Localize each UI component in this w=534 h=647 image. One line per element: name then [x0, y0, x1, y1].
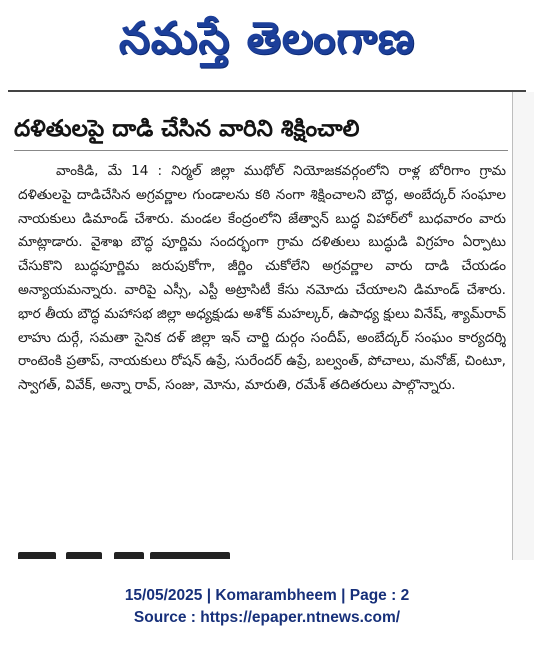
source-footer [0, 585, 534, 629]
cut-text-fragment [66, 552, 102, 559]
masthead-divider [8, 90, 526, 92]
cut-text-fragment [150, 552, 230, 559]
newspaper-masthead [0, 0, 534, 88]
cut-text-fragment [114, 552, 144, 559]
article-headline: దళితులపై దాడి చేసిన వారిని శిక్షించాలి [14, 116, 360, 142]
article-paragraph: వాంకిడి, మే 14 : నిర్మల్ జిల్లా ముథోల్ నియోజకవర్గంలోని రాళ్ల బోరిగాం గ్రామ దళితులపై దాడిచేసిన అగ్రవర్ణాల గుండాలను కఠి నంగా శిక్షించాలని బౌద్ధ, అంబేద్కర్ సంఘాల నాయకులు డిమాండ్ చేశారు. మండల కేంద్రంలోని జేత్వాన్ బుద్ధ విహార్‌లో బుధవారం వారు మాట్లాడారు. వైశాఖ బౌద్ధ పూర్ణిమ సందర్భంగా గ్రామ దళితులు బుద్ధుడి విగ్రహం ఏర్పాటు చేసుకొని బుద్ధపూర్ణిమ జరుపుకోగా, జీర్ణిం చుకోలేని అగ్రవర్ణాల వారు దాడి చేయడం అన్యాయమన్నారు. వారిపై ఎస్సీ, ఎస్టీ అట్రాసిటీ కేసు నమోదు చేయాలని డిమాండ్ చేశారు. భార తీయ బౌద్ధ మహాసభ జిల్లా అధ్యక్షుడు అశోక్ మహల్కర్, ఉపాధ్య క్షులు వినేష్, శ్యామ్‌రావ్ లాహు దుర్గే, సమతా సైనిక దళ్ జిల్లా ఇన్ చార్జి దుర్గం సందీప్, అంబేద్కర్ సంఘం కార్యదర్శి రాంటెంకి ప్రతాప్, నాయకులు రోషన్ ఉప్రే, సురేందర్ ఉప్రే, బల్వంత్, పోచాలు, మనోజ్, చింటూ, స్వాగత్, వివేక్, అన్నా రావ్, సంజు, మోను, మారుతి, రమేశ్ తదితరులు పాల్గొన్నారు. [18, 163, 506, 394]
masthead-title: నమస్తే తెలంగాణ [118, 13, 416, 64]
cut-text-fragment [18, 552, 56, 559]
adjacent-column-edge [512, 92, 534, 560]
headline-divider [14, 150, 508, 151]
footer-date-edition: 15/05/2025 | Komarambheem | Page : 2 [124, 587, 410, 604]
next-article-headline-fragment [18, 543, 238, 559]
footer-source-link[interactable]: Source : https://epaper.ntnews.com/ [133, 609, 401, 626]
article-body [18, 160, 506, 398]
